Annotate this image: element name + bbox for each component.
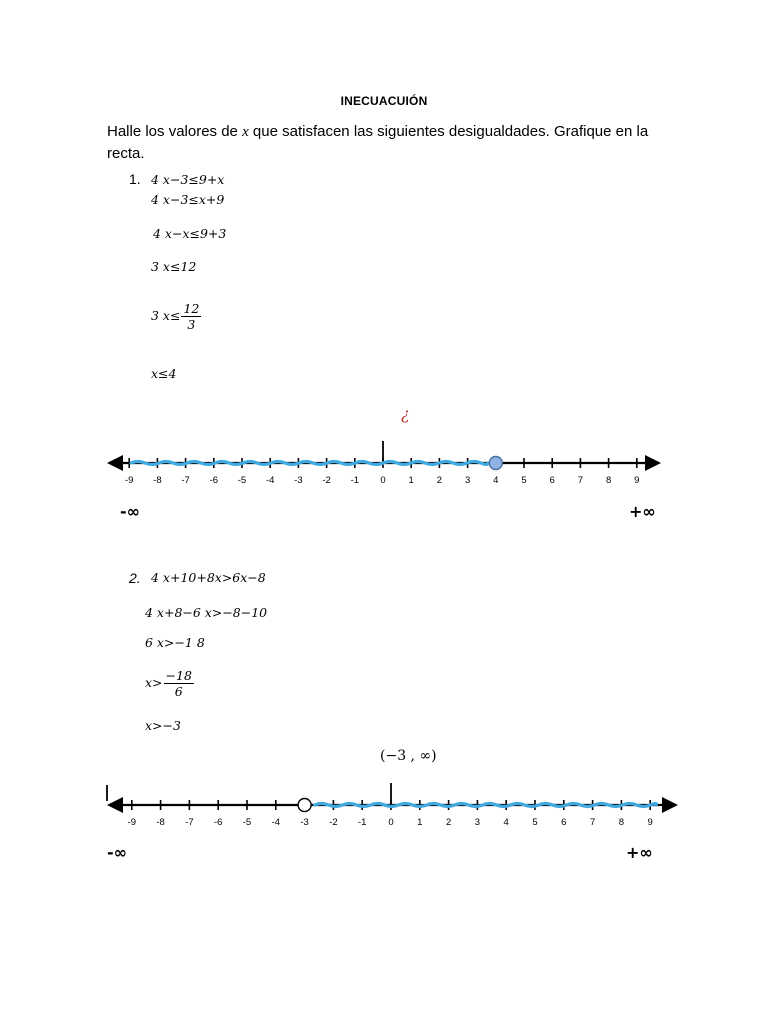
problem-2-fraction-prefix: x>: [145, 675, 163, 690]
document-title: INECUACUIÓN: [340, 94, 428, 108]
right-arrow-icon: [645, 455, 661, 471]
number-line-1-left-label: -∞: [120, 502, 140, 521]
tick-label: -9: [127, 817, 137, 828]
tick-label: 4: [493, 475, 499, 486]
problem-2-interval: (−3 , ∞): [380, 748, 437, 764]
problem-1-fraction: [181, 301, 201, 332]
tick-label: 9: [634, 475, 640, 486]
solution-endpoint: [489, 457, 502, 470]
tick-label: 7: [577, 475, 584, 486]
left-arrow-icon: [107, 455, 123, 471]
instructions-text-end: que satisfacen las siguientes desigualdades. Grafique en la recta.: [107, 123, 649, 162]
tick-label: 6: [549, 475, 555, 486]
tick-label: -3: [300, 817, 309, 828]
problem-1-number: 1.: [129, 171, 141, 187]
tick-label: -7: [181, 475, 190, 486]
tick-label: -2: [322, 475, 331, 486]
tick-label: -6: [209, 475, 219, 486]
number-line-2: [0, 776, 768, 836]
tick-label: 5: [532, 817, 538, 828]
problem-2-result: x>−3: [145, 718, 181, 733]
tick-label: 7: [589, 817, 596, 828]
problem-1-numerator: 12: [183, 301, 200, 316]
tick-label: 1: [417, 817, 423, 828]
problem-1-fraction-prefix: 3 x≤: [151, 308, 181, 323]
tick-label: -4: [271, 817, 281, 828]
problem-1-step-4: 3 x≤12: [151, 259, 197, 274]
tick-label: 2: [445, 817, 452, 828]
problem-1-step-3: 4 x−x≤9+3: [153, 226, 227, 241]
number-line-1-right-label: +∞: [629, 502, 656, 521]
tick-label: -5: [237, 475, 247, 486]
problem-2-step-1: 4 x+10+8x>6x−8: [151, 570, 266, 585]
problem-1-step-2: 4 x−3≤x+9: [151, 192, 225, 207]
tick-label: -1: [357, 817, 367, 828]
tick-label: 3: [474, 817, 481, 828]
number-line-1: [0, 436, 768, 496]
problem-1-denominator: 3: [187, 317, 196, 332]
tick-label: -8: [156, 817, 165, 828]
tick-label: -5: [242, 817, 252, 828]
number-line-2-left-label: -∞: [107, 843, 127, 862]
left-arrow-icon: [107, 797, 123, 813]
problem-1-handwritten-mark: ¿: [401, 404, 410, 423]
tick-label: -9: [124, 475, 134, 486]
tick-label: 8: [618, 817, 625, 828]
tick-label: 4: [503, 817, 509, 828]
solution-endpoint: [298, 799, 311, 812]
tick-label: 2: [436, 475, 443, 486]
tick-label: -6: [213, 817, 223, 828]
tick-label: 9: [647, 817, 653, 828]
tick-label: -1: [350, 475, 360, 486]
tick-label: -8: [153, 475, 162, 486]
problem-1-result: x≤4: [151, 366, 177, 381]
tick-label: -3: [294, 475, 303, 486]
tick-label: -4: [265, 475, 275, 486]
tick-label: 1: [408, 475, 414, 486]
number-line-2-right-label: +∞: [626, 843, 653, 862]
problem-2-fraction: [164, 668, 194, 699]
instructions-text-start: Halle los valores de: [107, 123, 243, 140]
problem-2-denominator: 6: [174, 684, 183, 699]
problem-2-fraction-step: [145, 668, 194, 699]
tick-label: 0: [380, 475, 386, 486]
right-arrow-icon: [662, 797, 678, 813]
problem-2-step-3: 6 x>−1 8: [145, 635, 205, 650]
tick-label: -2: [329, 817, 338, 828]
tick-label: 6: [561, 817, 567, 828]
tick-label: 8: [605, 475, 612, 486]
problem-2-number: 2.: [129, 570, 141, 586]
problem-1-step-1: 4 x−3≤9+x: [151, 172, 225, 187]
instructions-paragraph: [107, 121, 667, 164]
tick-label: 0: [388, 817, 394, 828]
tick-label: 3: [464, 475, 471, 486]
instructions-variable: x: [242, 124, 249, 140]
problem-1-fraction-step: [151, 301, 201, 332]
problem-2-step-2: 4 x+8−6 x>−8−10: [145, 605, 268, 620]
tick-label: -7: [185, 817, 194, 828]
tick-label: 5: [521, 475, 527, 486]
problem-2-numerator: −18: [165, 668, 192, 683]
